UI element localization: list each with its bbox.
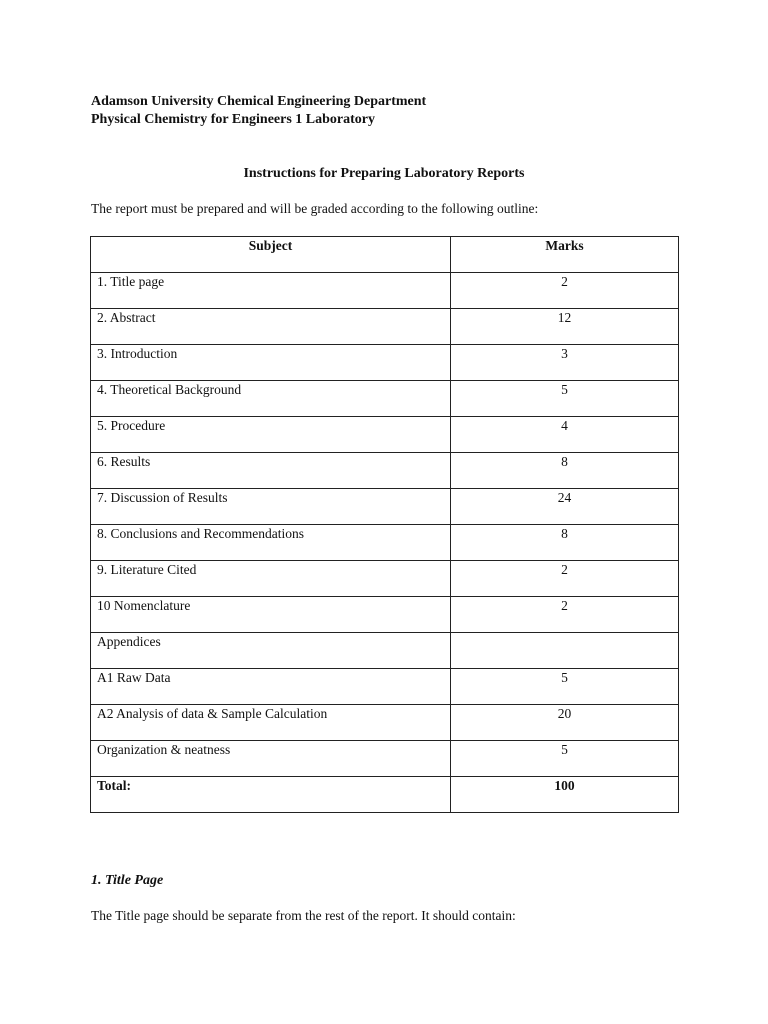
- subject-text: Appendices: [97, 634, 161, 649]
- total-marks: 100: [554, 778, 575, 793]
- subject-text: Organization & neatness: [97, 742, 231, 757]
- marks-cell: [451, 561, 679, 597]
- marks-cell: [451, 669, 679, 705]
- table-row: [91, 345, 679, 381]
- total-label-cell: [91, 777, 451, 813]
- subject-text: 2. Abstract: [97, 310, 156, 325]
- subject-text: 6. Results: [97, 454, 151, 469]
- intro-paragraph: The report must be prepared and will be graded according to the following outline:: [91, 201, 539, 216]
- subject-cell: [91, 345, 451, 381]
- grading-table: [90, 236, 679, 813]
- subject-cell: [91, 741, 451, 777]
- marks-cell: [451, 273, 679, 309]
- subject-text: 1. Title page: [97, 274, 165, 289]
- subject-cell: [91, 633, 451, 669]
- marks-text: 4: [561, 418, 568, 433]
- header-department: Adamson University Chemical Engineering Department: [91, 94, 427, 109]
- subject-text: 10 Nomenclature: [97, 598, 191, 613]
- table-row: [91, 633, 679, 669]
- table-row: [91, 381, 679, 417]
- subject-cell: [91, 561, 451, 597]
- table-row: [91, 417, 679, 453]
- subject-text: 9. Literature Cited: [97, 562, 197, 577]
- table-row: [91, 669, 679, 705]
- subject-cell: [91, 597, 451, 633]
- marks-cell: [451, 381, 679, 417]
- marks-cell: [451, 705, 679, 741]
- marks-cell: [451, 309, 679, 345]
- subject-cell: [91, 273, 451, 309]
- subject-text: 5. Procedure: [97, 418, 166, 433]
- marks-text: 5: [561, 742, 568, 757]
- table-row: [91, 741, 679, 777]
- table-row: [91, 705, 679, 741]
- table-body: [91, 273, 679, 813]
- header-course: Physical Chemistry for Engineers 1 Laboratory: [91, 112, 375, 127]
- subject-cell: [91, 381, 451, 417]
- subject-cell: [91, 417, 451, 453]
- table-row: [91, 309, 679, 345]
- table-row: [91, 489, 679, 525]
- subject-text: A2 Analysis of data & Sample Calculation: [97, 706, 328, 721]
- subject-cell: [91, 453, 451, 489]
- marks-cell: [451, 489, 679, 525]
- subject-cell: [91, 489, 451, 525]
- subject-text: 7. Discussion of Results: [97, 490, 228, 505]
- marks-cell: [451, 453, 679, 489]
- table-row: [91, 597, 679, 633]
- marks-cell: [451, 417, 679, 453]
- subject-cell: [91, 309, 451, 345]
- marks-text: 20: [557, 706, 572, 721]
- subject-text: 4. Theoretical Background: [97, 382, 242, 397]
- table-row: [91, 273, 679, 309]
- subject-text: 3. Introduction: [97, 346, 178, 361]
- marks-cell: [451, 741, 679, 777]
- table-row: [91, 561, 679, 597]
- marks-text: 3: [561, 346, 568, 361]
- total-marks-cell: [451, 777, 679, 813]
- subject-cell: [91, 669, 451, 705]
- marks-text: 2: [561, 598, 568, 613]
- subject-cell: [91, 525, 451, 561]
- marks-text: 5: [561, 382, 568, 397]
- marks-text: 8: [561, 526, 568, 541]
- document-title: Instructions for Preparing Laboratory Reports: [243, 166, 525, 181]
- marks-cell: [451, 597, 679, 633]
- marks-text: [457, 633, 672, 634]
- marks-cell: [451, 345, 679, 381]
- column-header-marks: [451, 237, 679, 273]
- column-header-subject-label: Subject: [248, 238, 293, 253]
- column-header-marks-label: Marks: [545, 238, 584, 253]
- column-header-subject: [91, 237, 451, 273]
- marks-text: 2: [561, 274, 568, 289]
- table-row: [91, 453, 679, 489]
- marks-text: 2: [561, 562, 568, 577]
- marks-text: 24: [557, 490, 572, 505]
- table-header-row: [91, 237, 679, 273]
- section-paragraph: The Title page should be separate from the rest of the report. It should contain:: [91, 908, 516, 923]
- total-label: Total:: [97, 778, 132, 793]
- marks-cell: [451, 633, 679, 669]
- marks-cell: [451, 525, 679, 561]
- section-heading-title-page: 1. Title Page: [91, 873, 164, 888]
- table-row: [91, 525, 679, 561]
- marks-text: 5: [561, 670, 568, 685]
- subject-text: 8. Conclusions and Recommendations: [97, 526, 304, 541]
- subject-text: A1 Raw Data: [97, 670, 171, 685]
- table-total-row: [91, 777, 679, 813]
- subject-cell: [91, 705, 451, 741]
- marks-text: 8: [561, 454, 568, 469]
- marks-text: 12: [557, 310, 572, 325]
